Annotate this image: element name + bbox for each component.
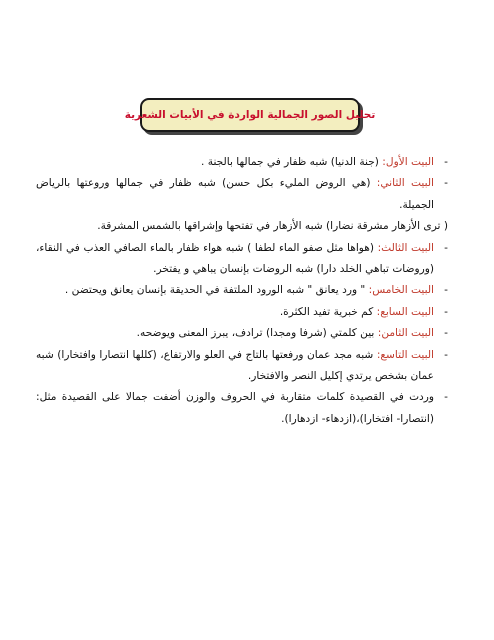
list-item-verse-3: [36, 238, 448, 281]
verse-label: البيت الثامن:: [377, 327, 434, 340]
verse-analysis: كم خبرية تفيد الكثرة.: [279, 305, 377, 318]
verse-analysis: (هي الروض المليء بكل حسن) شبه ظفار في جمالها وروعتها بالرياض الجميلة.: [36, 177, 434, 211]
list-item-verse-7: [36, 302, 448, 323]
list-item-words: [36, 387, 448, 430]
verse-label: البيت الخامس:: [368, 284, 434, 297]
bullet: -: [444, 156, 448, 168]
bullet: -: [444, 348, 448, 361]
paragraph-flowers: [36, 216, 448, 237]
bullet: -: [444, 284, 448, 297]
bullet: -: [444, 391, 448, 404]
list-item-verse-8: [36, 323, 448, 344]
analysis-list: [36, 152, 448, 430]
verse-label: البيت السابع:: [376, 305, 434, 318]
verse-analysis: بين كلمتي (شرفا ومجدا) ترادف، يبرز المعنى ويوضحه.: [136, 327, 378, 340]
verse-analysis: ( ترى الأزهار مشرقة نضارا) شبه الأزهار في تفتحها وإشراقها بالشمس المشرقة.: [97, 220, 448, 233]
verse-analysis: وردت في القصيدة كلمات متقاربة في الحروف والوزن أضفت جمالا على القصيدة مثل: (انتصارا- افتخارا)،(ازدهاء- ازدهارا).: [36, 391, 434, 425]
list-item-verse-9: [36, 345, 448, 388]
bullet: -: [444, 305, 448, 318]
bullet: -: [444, 241, 448, 254]
verse-analysis: (هواها مثل صفو الماء لطفا ) شبه هواء ظفار بالماء الصافي العذب في النقاء، (وروضات تباهي الخلد دارا) شبه الروضات بإنسان يباهي و يفتخر.: [36, 241, 434, 276]
verse-label: البيت التاسع:: [376, 348, 435, 361]
page-title: تحليل الصور الجمالية الواردة في الأبيات الشعرية: [124, 109, 376, 121]
verse-analysis: شبه مجد عمان ورفعتها بالتاج في العلو والارتفاع، (كللها انتصارا وافتخارا) شبه عمان بشخص يرتدي إكليل النصر والافتخار.: [36, 348, 434, 383]
verse-label: البيت الثاني:: [376, 177, 434, 190]
list-item-verse-5: [36, 280, 448, 301]
verse-label: البيت الثالث:: [377, 241, 434, 254]
list-item-verse-1: [36, 152, 448, 173]
bullet: -: [444, 327, 448, 340]
bullet: -: [444, 177, 448, 190]
verse-analysis: " ورد يعانق " شبه الورود الملتفة في الحديقة بإنسان يعانق ويحتضن .: [64, 284, 369, 297]
title-box: [124, 98, 376, 132]
verse-label: البيت الأول:: [382, 156, 434, 168]
list-item-verse-2: [36, 173, 448, 216]
verse-analysis: (جنة الدنيا) شبه ظفار في جمالها بالجنة .: [201, 156, 383, 168]
